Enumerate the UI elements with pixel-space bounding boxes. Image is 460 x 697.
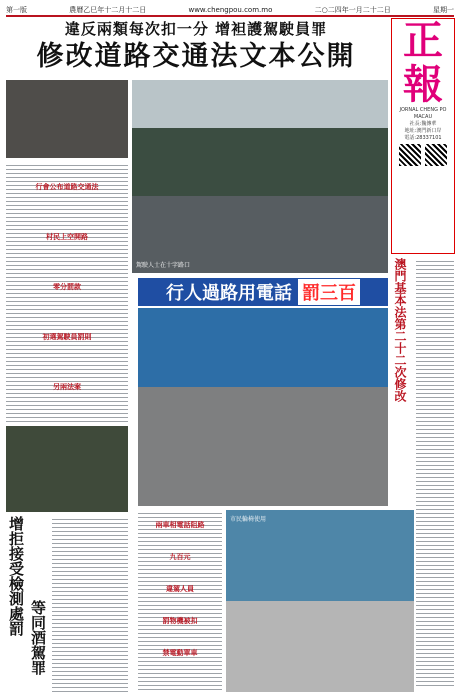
site-url[interactable]: www.chengpou.com.mo <box>188 6 273 14</box>
photo-caption: 駕駛人士在十字路口 <box>136 262 191 269</box>
date: 二○二四年一月二十二日 <box>314 6 391 14</box>
right-column-text <box>416 258 454 688</box>
qr-code-icon[interactable] <box>399 144 421 166</box>
banner-text: 行人過路用電話 <box>166 283 292 304</box>
police-photo <box>6 426 128 512</box>
column-heading: 另兩法案 <box>53 383 81 391</box>
column-heading: 罰物機被扣 <box>162 617 198 625</box>
column-heading: 兩車相電話阻路 <box>155 521 205 529</box>
top-left-photo <box>6 80 128 158</box>
masthead <box>391 18 455 254</box>
vertical-headline-left: 增拒接受檢測處罰 <box>7 516 25 636</box>
banner-penalty: 罰三百 <box>298 279 360 305</box>
column-heading: 行會公布道路交通法 <box>35 183 99 191</box>
wheelchair-photo <box>226 510 414 692</box>
masthead-sub: JORNAL CHENG PO MACAU <box>399 107 447 120</box>
lunar-date: 農曆乙巳年十二月十二日 <box>69 6 147 14</box>
column-heading: 違駕人員 <box>166 585 194 593</box>
main-headline: 修改道路交通法文本公開 <box>36 41 356 72</box>
vertical-subhead-left: 等同酒駕罪 <box>29 600 47 675</box>
masthead-phone: 電話:28337101 <box>404 135 442 141</box>
top-rule <box>6 15 454 17</box>
column-heading: 零分罰款 <box>53 283 81 291</box>
traffic-photo <box>132 80 388 273</box>
page-number: 第一版 <box>6 6 27 14</box>
photo-caption: 市民輪椅使用 <box>230 516 267 523</box>
banner <box>138 278 388 306</box>
vertical-headline: 澳門基本法第二十二次修改 <box>393 258 407 402</box>
left-bottom-text <box>52 516 128 692</box>
masthead-address: 地址:澳門新口岸 <box>404 128 442 134</box>
column-heading: 村民上空開路 <box>46 233 88 241</box>
logo: 正報 <box>403 17 443 108</box>
masthead-editor: 社長:魏傳華 <box>409 121 437 127</box>
subheadline: 違反兩類每次扣一分 增袒護駕駛員罪 <box>64 20 328 38</box>
weekday: 星期一 <box>432 6 454 14</box>
pedestrian-photo <box>138 308 388 506</box>
column-heading: 禁電動單車 <box>162 649 198 657</box>
column-heading: 初選駕駛員罰則 <box>42 333 92 341</box>
qr-code-icon[interactable] <box>425 144 447 166</box>
column-heading: 九百元 <box>169 553 191 561</box>
